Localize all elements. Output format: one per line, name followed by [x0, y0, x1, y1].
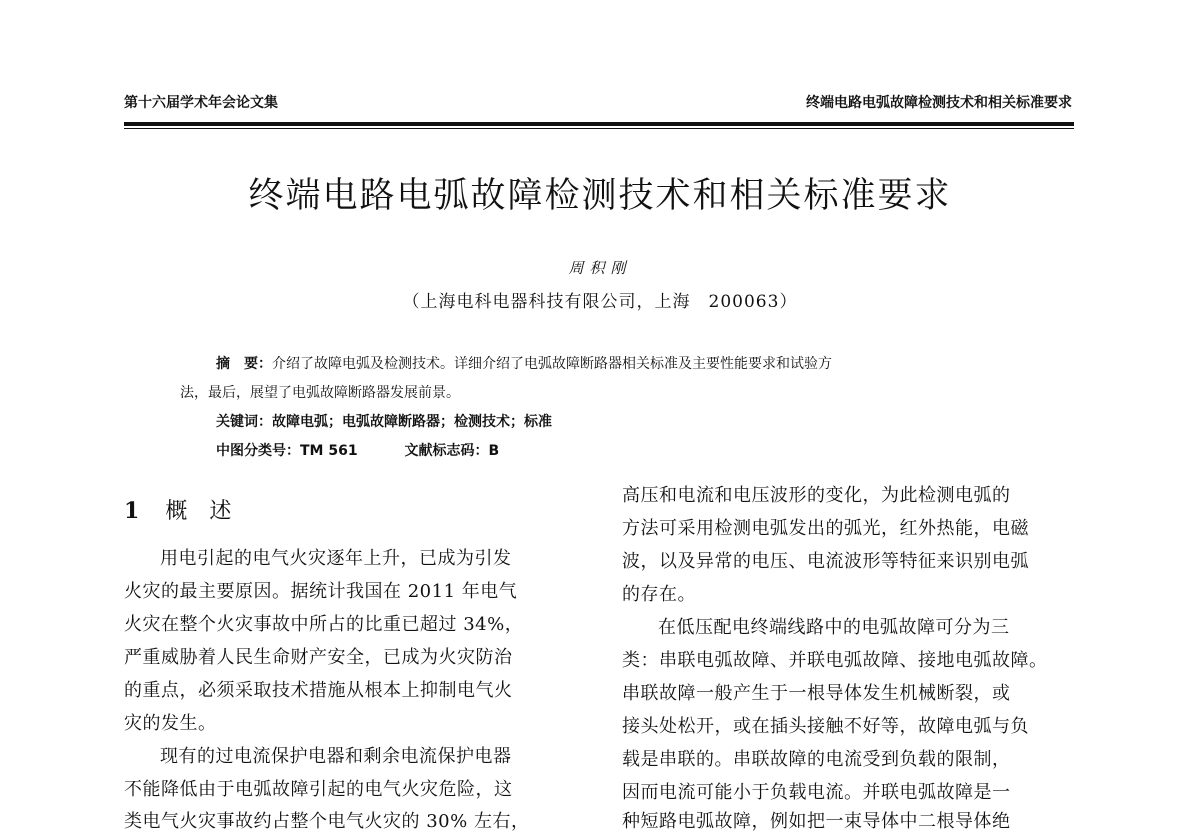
left-col-line-9: 类电气火灾事故约占整个电气火灾的 30% 左右，	[124, 811, 530, 832]
right-col-line-10: 因而电流可能小于负载电流。并联电弧故障是一	[622, 782, 1011, 803]
classification-line	[216, 440, 499, 460]
right-col-line-1: 高压和电流和电压波形的变化，为此检测电弧的	[622, 485, 1011, 506]
header-proceedings-title: 第十六届学术年会论文集	[124, 95, 278, 111]
right-col-line-8: 接头处松开，或在插头接触不好等，故障电弧与负	[622, 716, 1029, 737]
left-col-line-2: 火灾的最主要原因。据统计我国在 2011 年电气	[124, 581, 518, 602]
header-rule-thin	[124, 128, 1074, 129]
doc-code: B	[488, 443, 500, 459]
section-title: 概述	[165, 499, 254, 524]
right-col-line-9: 载是串联的。串联故障的电流受到负载的限制，	[622, 749, 1011, 770]
abstract-text-1: 介绍了故障电弧及检测技术。详细介绍了电弧故障断路器相关标准及主要性能要求和试验方	[272, 356, 832, 372]
clc-code: TM 561	[300, 443, 358, 459]
paper-title: 终端电路电弧故障检测技术和相关标准要求	[248, 176, 952, 216]
left-col-line-7: 现有的过电流保护电器和剩余电流保护电器	[160, 746, 512, 767]
author-name: 周积刚	[568, 259, 632, 277]
header-paper-title: 终端电路电弧故障检测技术和相关标准要求	[806, 95, 1072, 111]
header-rule-thick	[124, 122, 1074, 126]
left-col-line-4: 严重威胁着人民生命财产安全，已成为火灾防治	[124, 647, 513, 668]
running-header	[124, 92, 1072, 114]
right-col-line-3: 波，以及异常的电压、电流波形等特征来识别电弧	[622, 551, 1029, 572]
keywords-text: 故障电弧；电弧故障断路器；检测技术；标准	[272, 414, 552, 430]
right-col-line-7: 串联故障一般产生于一根导体发生机械断裂，或	[622, 683, 1011, 704]
left-col-line-6: 灾的发生。	[124, 713, 217, 734]
doc-code-label: 文献标志码：	[404, 443, 489, 459]
keywords-line	[216, 411, 552, 431]
abstract-line-2	[180, 382, 460, 402]
section-heading-1	[124, 494, 253, 525]
left-col-line-1: 用电引起的电气火灾逐年上升，已成为引发	[160, 548, 512, 569]
abstract-label: 摘 要：	[216, 356, 272, 372]
right-col-line-2: 方法可采用检测电弧发出的弧光，红外热能，电磁	[622, 518, 1029, 539]
right-col-line-4: 的存在。	[622, 584, 696, 605]
right-col-line-11: 种短路电弧故障，例如把一束导体中二根导体绝	[622, 811, 1011, 832]
clc-label: 中图分类号：	[216, 443, 300, 459]
left-col-line-8: 不能降低由于电弧故障引起的电气火灾危险，这	[124, 779, 513, 800]
abstract-text-2: 法，最后，展望了电弧故障断路器发展前景。	[180, 385, 460, 401]
author-affiliation: （上海电科电器科技有限公司，上海 200063）	[402, 292, 798, 312]
left-col-line-3: 火灾在整个火灾事故中所占的比重已超过 34%，	[124, 614, 524, 635]
right-col-line-5: 在低压配电终端线路中的电弧故障可分为三	[658, 617, 1010, 638]
abstract-line-1	[216, 353, 832, 373]
right-col-line-6: 类：串联电弧故障、并联电弧故障、接地电弧故障。	[622, 650, 1048, 671]
left-col-line-5: 的重点，必须采取技术措施从根本上抑制电气火	[124, 680, 513, 701]
section-number: 1	[124, 498, 140, 524]
keywords-label: 关键词：	[216, 414, 272, 430]
